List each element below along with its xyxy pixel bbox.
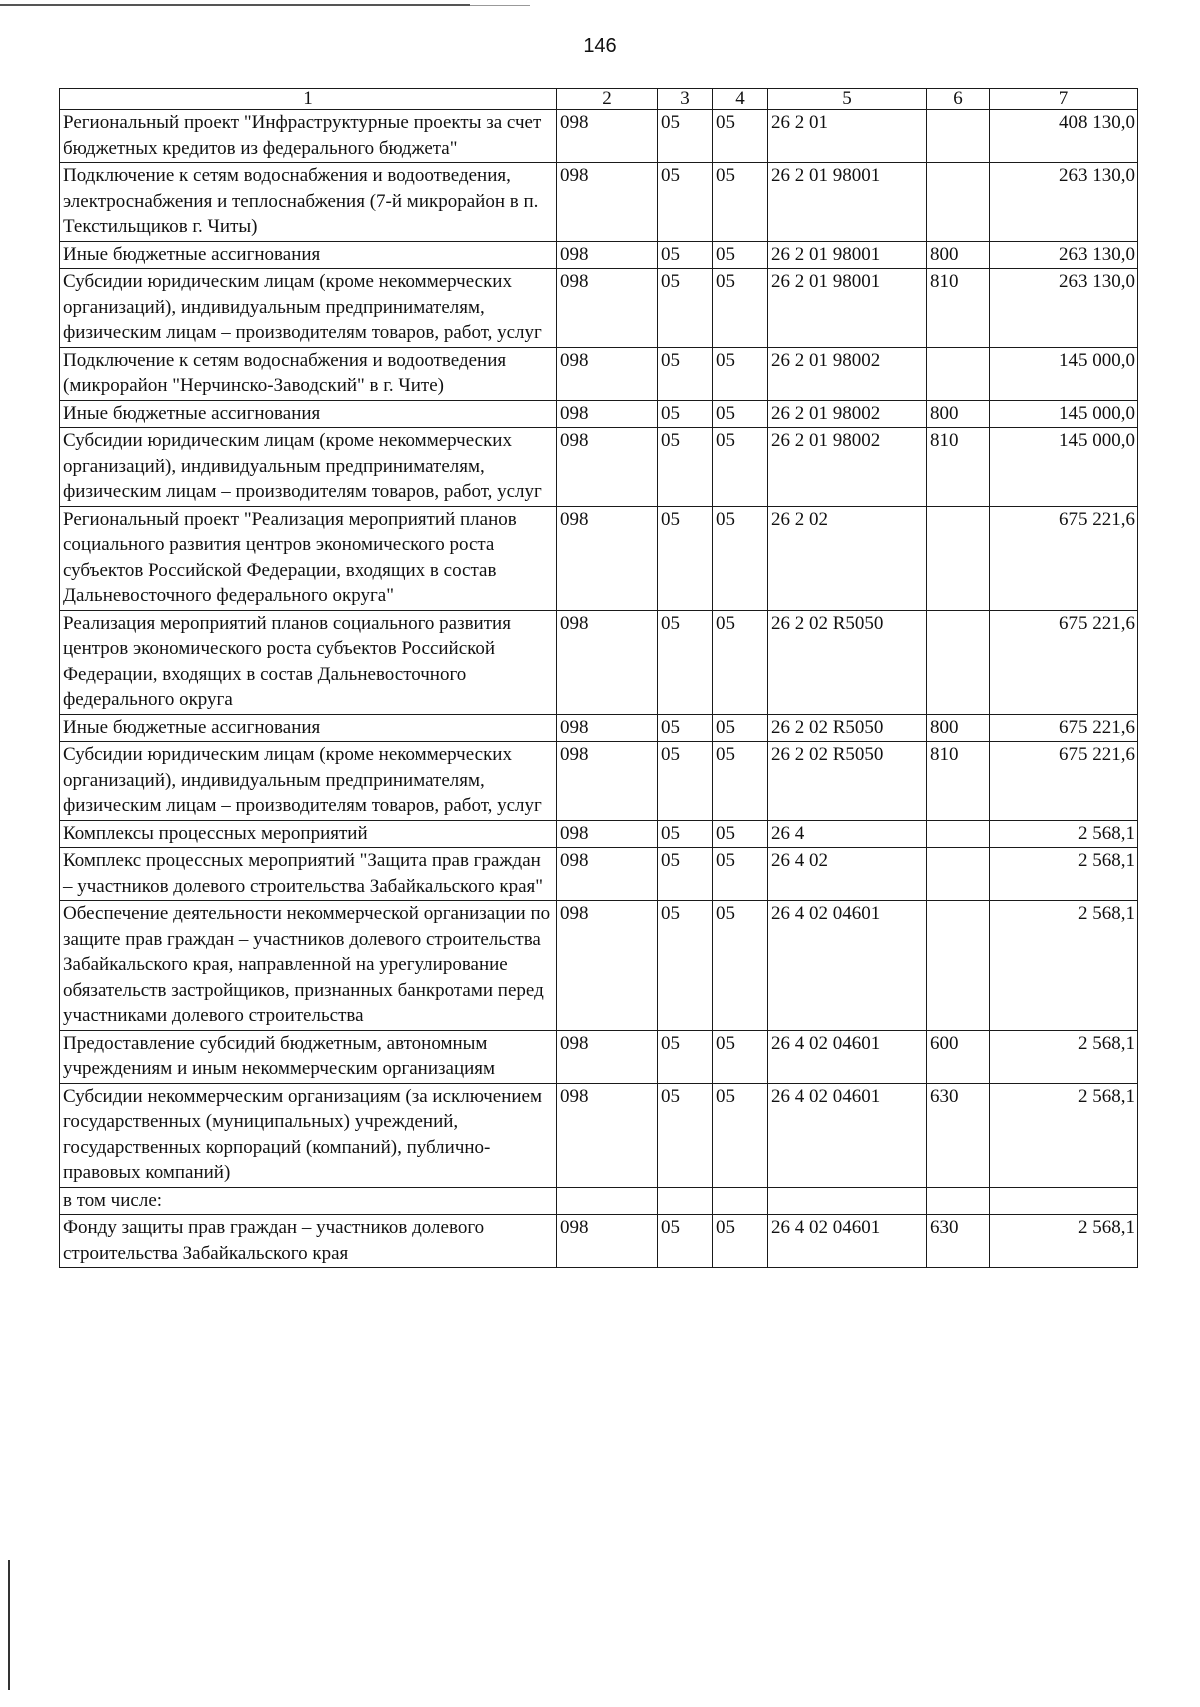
amount-cell: 263 130,0 <box>990 269 1138 348</box>
column-header: 7 <box>990 89 1138 110</box>
subsection-cell: 05 <box>713 1083 768 1187</box>
target-article-cell: 26 4 02 04601 <box>768 901 927 1031</box>
target-article-cell: 26 4 02 04601 <box>768 1030 927 1083</box>
row-name-cell: Комплекс процессных мероприятий "Защита прав граждан – участников долевого строительства Забайкальского края" <box>60 848 557 901</box>
subsection-cell <box>713 1187 768 1215</box>
table-row <box>60 428 1138 507</box>
table-row <box>60 610 1138 714</box>
target-article-cell: 26 4 <box>768 820 927 848</box>
amount-cell: 675 221,6 <box>990 506 1138 610</box>
subsection-cell: 05 <box>713 163 768 242</box>
amount-cell: 145 000,0 <box>990 400 1138 428</box>
amount-cell: 145 000,0 <box>990 428 1138 507</box>
table-row <box>60 901 1138 1031</box>
ministry-code-cell: 098 <box>557 848 658 901</box>
subsection-cell: 05 <box>713 610 768 714</box>
table-row <box>60 848 1138 901</box>
ministry-code-cell: 098 <box>557 347 658 400</box>
subsection-cell: 05 <box>713 347 768 400</box>
row-name-cell: Подключение к сетям водоснабжения и водоотведения (микрорайон "Нерчинско-Заводский" в г. Чите) <box>60 347 557 400</box>
row-name-cell: Иные бюджетные ассигнования <box>60 241 557 269</box>
table-header-row <box>60 89 1138 110</box>
expense-type-cell: 630 <box>927 1083 990 1187</box>
column-header: 5 <box>768 89 927 110</box>
amount-cell: 675 221,6 <box>990 714 1138 742</box>
section-cell: 05 <box>658 163 713 242</box>
subsection-cell: 05 <box>713 428 768 507</box>
row-name-cell: Иные бюджетные ассигнования <box>60 400 557 428</box>
expense-type-cell: 810 <box>927 428 990 507</box>
subsection-cell: 05 <box>713 1215 768 1268</box>
row-name-cell: Субсидии юридическим лицам (кроме некоммерческих организаций), индивидуальным предпринимателям, физическим лицам – производителям товаров, работ, услуг <box>60 428 557 507</box>
amount-cell: 263 130,0 <box>990 241 1138 269</box>
table-row <box>60 163 1138 242</box>
row-name-cell: Реализация мероприятий планов социального развития центров экономического роста субъектов Российской Федерации, входящих в состав Дальневосточного федерального округа <box>60 610 557 714</box>
ministry-code-cell: 098 <box>557 241 658 269</box>
table-row <box>60 1083 1138 1187</box>
ministry-code-cell: 098 <box>557 742 658 821</box>
target-article-cell: 26 2 01 98001 <box>768 241 927 269</box>
row-name-cell: Региональный проект "Инфраструктурные проекты за счет бюджетных кредитов из федерального бюджета" <box>60 110 557 163</box>
table-row <box>60 1187 1138 1215</box>
section-cell: 05 <box>658 347 713 400</box>
section-cell: 05 <box>658 1030 713 1083</box>
amount-cell: 675 221,6 <box>990 610 1138 714</box>
subsection-cell: 05 <box>713 742 768 821</box>
section-cell: 05 <box>658 610 713 714</box>
ministry-code-cell: 098 <box>557 269 658 348</box>
row-name-cell: Комплексы процессных мероприятий <box>60 820 557 848</box>
subsection-cell: 05 <box>713 506 768 610</box>
table-row <box>60 714 1138 742</box>
ministry-code-cell: 098 <box>557 400 658 428</box>
expense-type-cell <box>927 1187 990 1215</box>
expense-type-cell <box>927 506 990 610</box>
section-cell: 05 <box>658 428 713 507</box>
section-cell: 05 <box>658 848 713 901</box>
amount-cell <box>990 1187 1138 1215</box>
target-article-cell: 26 2 01 98002 <box>768 400 927 428</box>
scan-artifact-left-line <box>8 1560 10 1690</box>
budget-table <box>59 88 1138 1268</box>
amount-cell: 263 130,0 <box>990 163 1138 242</box>
section-cell: 05 <box>658 1083 713 1187</box>
expense-type-cell <box>927 163 990 242</box>
section-cell: 05 <box>658 506 713 610</box>
expense-type-cell <box>927 820 990 848</box>
subsection-cell: 05 <box>713 848 768 901</box>
subsection-cell: 05 <box>713 400 768 428</box>
section-cell: 05 <box>658 241 713 269</box>
section-cell: 05 <box>658 110 713 163</box>
ministry-code-cell: 098 <box>557 820 658 848</box>
target-article-cell: 26 4 02 04601 <box>768 1215 927 1268</box>
column-header: 1 <box>60 89 557 110</box>
table-row <box>60 1215 1138 1268</box>
amount-cell: 2 568,1 <box>990 1030 1138 1083</box>
amount-cell: 2 568,1 <box>990 1215 1138 1268</box>
row-name-cell: Субсидии некоммерческим организациям (за исключением государственных (муниципальных) учреждений, государственных корпораций (компаний), публично-правовых компаний) <box>60 1083 557 1187</box>
target-article-cell: 26 2 01 98002 <box>768 347 927 400</box>
amount-cell: 2 568,1 <box>990 848 1138 901</box>
row-name-cell: Региональный проект "Реализация мероприятий планов социального развития центров экономического роста субъектов Российской Федерации, входящих в состав Дальневосточного федерального округа" <box>60 506 557 610</box>
subsection-cell: 05 <box>713 110 768 163</box>
section-cell: 05 <box>658 400 713 428</box>
section-cell: 05 <box>658 742 713 821</box>
section-cell: 05 <box>658 901 713 1031</box>
ministry-code-cell: 098 <box>557 428 658 507</box>
target-article-cell: 26 2 02 R5050 <box>768 610 927 714</box>
section-cell <box>658 1187 713 1215</box>
row-name-cell: Предоставление субсидий бюджетным, автономным учреждениям и иным некоммерческим организациям <box>60 1030 557 1083</box>
expense-type-cell <box>927 347 990 400</box>
amount-cell: 2 568,1 <box>990 820 1138 848</box>
expense-type-cell: 810 <box>927 269 990 348</box>
table-row <box>60 506 1138 610</box>
table-row <box>60 241 1138 269</box>
subsection-cell: 05 <box>713 714 768 742</box>
table-row <box>60 400 1138 428</box>
table-row <box>60 347 1138 400</box>
target-article-cell: 26 2 02 R5050 <box>768 742 927 821</box>
column-header: 2 <box>557 89 658 110</box>
table-row <box>60 820 1138 848</box>
table-row <box>60 1030 1138 1083</box>
expense-type-cell <box>927 110 990 163</box>
expense-type-cell: 630 <box>927 1215 990 1268</box>
amount-cell: 2 568,1 <box>990 901 1138 1031</box>
expense-type-cell: 800 <box>927 241 990 269</box>
table-row <box>60 742 1138 821</box>
column-header: 4 <box>713 89 768 110</box>
expense-type-cell: 800 <box>927 400 990 428</box>
expense-type-cell <box>927 901 990 1031</box>
table-row <box>60 269 1138 348</box>
ministry-code-cell: 098 <box>557 1215 658 1268</box>
ministry-code-cell: 098 <box>557 506 658 610</box>
amount-cell: 408 130,0 <box>990 110 1138 163</box>
row-name-cell: Подключение к сетям водоснабжения и водоотведения, электроснабжения и теплоснабжения (7-й микрорайон в п. Текстильщиков г. Читы) <box>60 163 557 242</box>
section-cell: 05 <box>658 1215 713 1268</box>
ministry-code-cell: 098 <box>557 901 658 1031</box>
page-number: 146 <box>583 35 617 57</box>
row-name-cell: Иные бюджетные ассигнования <box>60 714 557 742</box>
target-article-cell: 26 4 02 04601 <box>768 1083 927 1187</box>
ministry-code-cell: 098 <box>557 110 658 163</box>
row-name-cell: в том числе: <box>60 1187 557 1215</box>
ministry-code-cell: 098 <box>557 610 658 714</box>
row-name-cell: Субсидии юридическим лицам (кроме некоммерческих организаций), индивидуальным предпринимателям, физическим лицам – производителям товаров, работ, услуг <box>60 742 557 821</box>
section-cell: 05 <box>658 820 713 848</box>
target-article-cell: 26 2 01 98001 <box>768 163 927 242</box>
table-row <box>60 110 1138 163</box>
amount-cell: 145 000,0 <box>990 347 1138 400</box>
target-article-cell <box>768 1187 927 1215</box>
row-name-cell: Субсидии юридическим лицам (кроме некоммерческих организаций), индивидуальным предпринимателям, физическим лицам – производителям товаров, работ, услуг <box>60 269 557 348</box>
target-article-cell: 26 2 01 <box>768 110 927 163</box>
column-header: 6 <box>927 89 990 110</box>
ministry-code-cell: 098 <box>557 714 658 742</box>
target-article-cell: 26 2 01 98001 <box>768 269 927 348</box>
expense-type-cell: 600 <box>927 1030 990 1083</box>
expense-type-cell <box>927 848 990 901</box>
subsection-cell: 05 <box>713 820 768 848</box>
amount-cell: 2 568,1 <box>990 1083 1138 1187</box>
expense-type-cell: 810 <box>927 742 990 821</box>
subsection-cell: 05 <box>713 241 768 269</box>
scan-artifact-top-line <box>0 4 470 6</box>
target-article-cell: 26 4 02 <box>768 848 927 901</box>
row-name-cell: Обеспечение деятельности некоммерческой организации по защите прав граждан – участников долевого строительства Забайкальского края, направленной на урегулирование обязательств застройщиков, признанных банкротами перед участниками долевого строительства <box>60 901 557 1031</box>
column-header: 3 <box>658 89 713 110</box>
subsection-cell: 05 <box>713 901 768 1031</box>
expense-type-cell <box>927 610 990 714</box>
expense-type-cell: 800 <box>927 714 990 742</box>
target-article-cell: 26 2 01 98002 <box>768 428 927 507</box>
table-body <box>60 110 1138 1268</box>
ministry-code-cell <box>557 1187 658 1215</box>
amount-cell: 675 221,6 <box>990 742 1138 821</box>
scan-artifact-top-line <box>470 5 530 6</box>
subsection-cell: 05 <box>713 269 768 348</box>
ministry-code-cell: 098 <box>557 163 658 242</box>
section-cell: 05 <box>658 714 713 742</box>
row-name-cell: Фонду защиты прав граждан – участников долевого строительства Забайкальского края <box>60 1215 557 1268</box>
ministry-code-cell: 098 <box>557 1083 658 1187</box>
target-article-cell: 26 2 02 <box>768 506 927 610</box>
ministry-code-cell: 098 <box>557 1030 658 1083</box>
subsection-cell: 05 <box>713 1030 768 1083</box>
target-article-cell: 26 2 02 R5050 <box>768 714 927 742</box>
section-cell: 05 <box>658 269 713 348</box>
